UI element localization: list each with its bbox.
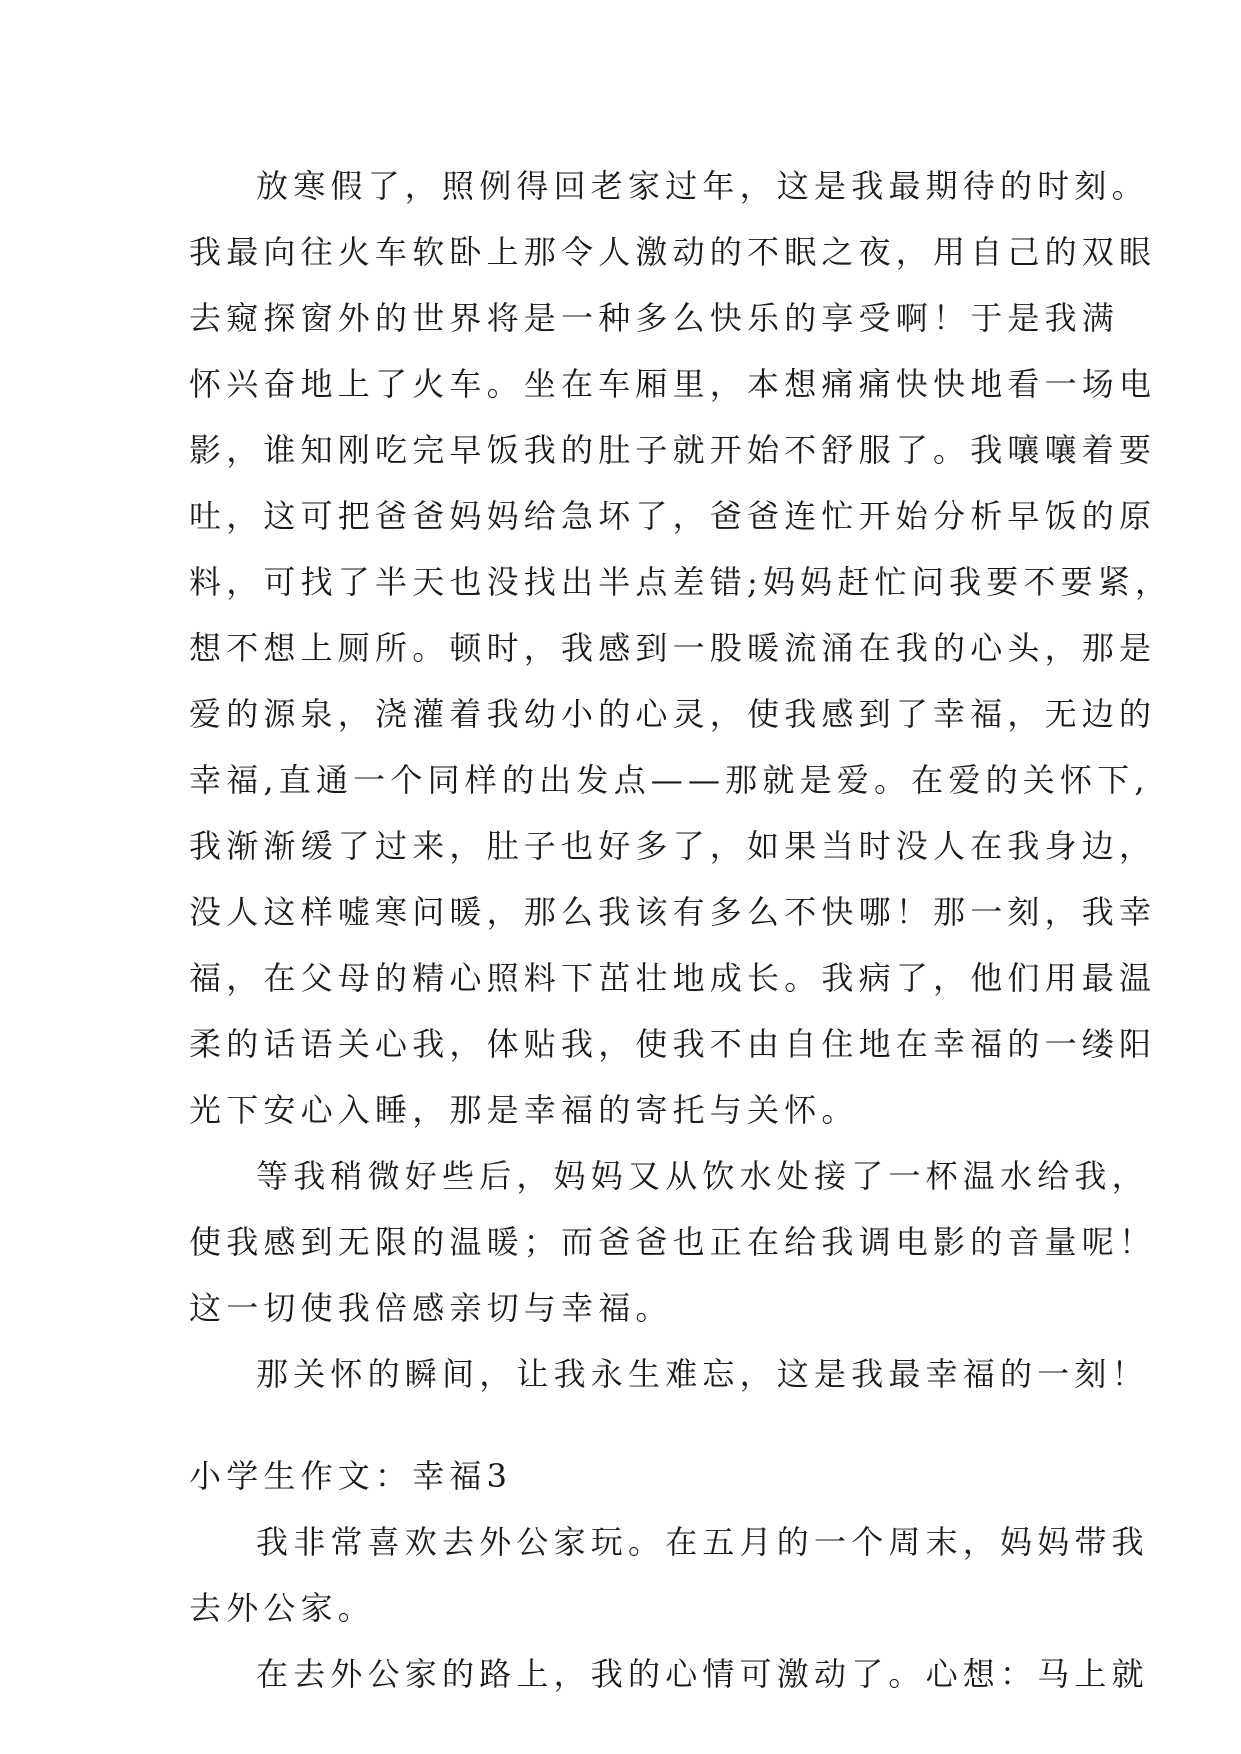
paragraph-line: 爱的源泉，浇灌着我幼小的心灵，使我感到了幸福，无边的 bbox=[189, 695, 1157, 733]
paragraph-line: 想不想上厕所。顿时，我感到一股暖流涌在我的心头，那是 bbox=[189, 629, 1157, 667]
paragraph-line: 柔的话语关心我，体贴我，使我不由自住地在幸福的一缕阳 bbox=[189, 1025, 1157, 1063]
paragraph-line: 吐，这可把爸爸妈妈给急坏了，爸爸连忙开始分析早饭的原 bbox=[189, 497, 1157, 535]
paragraph-line: 那关怀的瞬间，让我永生难忘，这是我最幸福的一刻！ bbox=[256, 1355, 1149, 1393]
paragraph-line: 影，谁知刚吃完早饭我的肚子就开始不舒服了。我嚷嚷着要 bbox=[189, 431, 1157, 469]
paragraph-line: 幸福,直通一个同样的出发点——那就是爱。在爱的关怀下, bbox=[189, 761, 1150, 799]
paragraph-line: 料，可找了半天也没找出半点差错;妈妈赶忙问我要不要紧， bbox=[189, 563, 1173, 601]
paragraph-line: 福，在父母的精心照料下茁壮地成长。我病了，他们用最温 bbox=[189, 959, 1157, 997]
paragraph-line: 我非常喜欢去外公家玩。在五月的一个周末，妈妈带我 bbox=[256, 1523, 1149, 1561]
paragraph-line: 我最向往火车软卧上那令人激动的不眠之夜，用自己的双眼 bbox=[189, 233, 1157, 271]
paragraph-line: 去外公家。 bbox=[189, 1589, 376, 1627]
paragraph-line: 去窥探窗外的世界将是一种多么快乐的享受啊！于是我满 bbox=[189, 299, 1120, 337]
section-heading: 小学生作文：幸福3 bbox=[189, 1457, 513, 1495]
paragraph-line: 光下安心入睡，那是幸福的寄托与关怀。 bbox=[189, 1091, 859, 1129]
paragraph-line: 怀兴奋地上了火车。坐在车厢里，本想痛痛快快地看一场电 bbox=[189, 365, 1157, 403]
paragraph-line: 等我稍微好些后，妈妈又从饮水处接了一杯温水给我， bbox=[256, 1157, 1149, 1195]
paragraph-line: 在去外公家的路上，我的心情可激动了。心想：马上就 bbox=[256, 1655, 1149, 1693]
paragraph-line: 这一切使我倍感亲切与幸福。 bbox=[189, 1289, 673, 1327]
paragraph-line: 我渐渐缓了过来，肚子也好多了，如果当时没人在我身边， bbox=[189, 827, 1157, 865]
paragraph-line: 放寒假了，照例得回老家过年，这是我最期待的时刻。 bbox=[256, 167, 1149, 205]
paragraph-line: 使我感到无限的温暖；而爸爸也正在给我调电影的音量呢！ bbox=[189, 1223, 1157, 1261]
paragraph-line: 没人这样嘘寒问暖，那么我该有多么不快哪！那一刻，我幸 bbox=[189, 893, 1157, 931]
